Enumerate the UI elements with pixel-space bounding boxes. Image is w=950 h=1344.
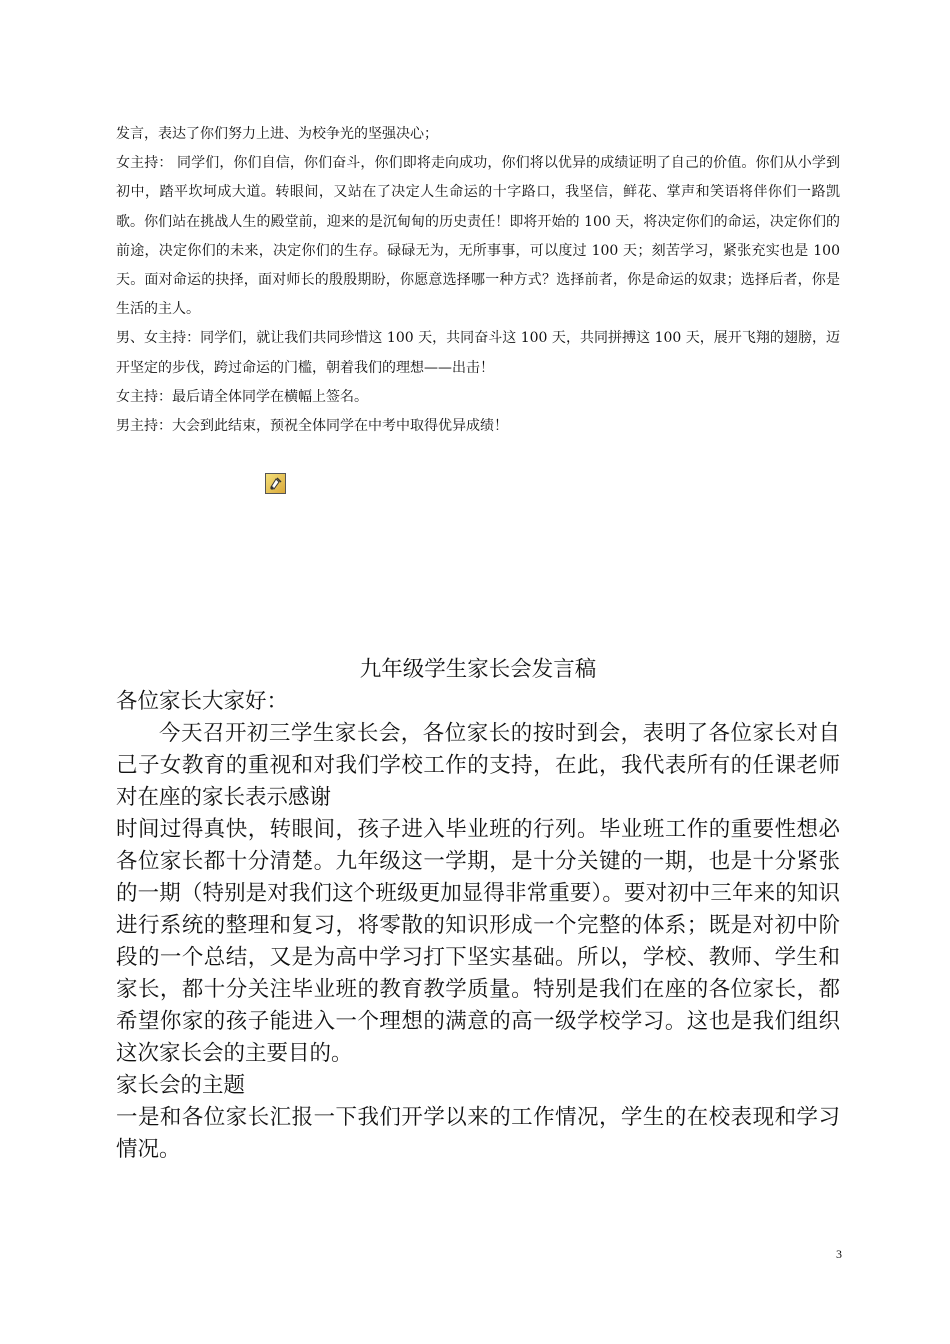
parent-meeting-speech [116, 654, 840, 1166]
page-title: 九年级学生家长会发言稿 [359, 657, 597, 682]
paragraph: 男、女主持：同学们，就让我们共同珍惜这 100 天，共同奋斗这 100 天，共同拼搏这 100 天，展开飞翔的翅膀，迈开坚定的步伐，跨过命运的门槛，朝着我们的理想——出击！ [116, 330, 840, 376]
paragraph: 时间过得真快，转眼间，孩子进入毕业班的行列。毕业班工作的重要性想必各位家长都十分清楚。九年级这一学期，是十分关键的一期，也是十分紧张的一期（特别是对我们这个班级更加显得非常重要）。要对初中三年来的知识进行系统的整理和复习，将零散的知识形成一个完整的体系；既是对初中阶段的一个总结，又是为高中学习打下坚实基础。所以，学校、教师、学生和家长，都十分关注毕业班的教育教学质量。特别是我们在座的各位家长，都希望你家的孩子能进入一个理想的满意的高一级学校学习。这也是我们组织这次家长会的主要目的。 [116, 817, 840, 1066]
paragraph: 发言，表达了你们努力上进、为校争光的坚强决心； [116, 126, 438, 142]
rally-speech-ending [116, 120, 840, 441]
paragraph: 今天召开初三学生家长会，各位家长的按时到会，表明了各位家长对自己子女教育的重视和对我们学校工作的支持，在此，我代表所有的任课老师对在座的家长表示感谢 [116, 721, 840, 810]
page-number: 3 [836, 1247, 842, 1261]
paragraph: 女主持： 同学们，你们自信，你们奋斗，你们即将走向成功，你们将以优异的成绩证明了自己的价值。你们从小学到初中，踏平坎坷成大道。转眼间，又站在了决定人生命运的十字路口，我坚信，鲜花、掌声和笑语将伴你们一路凯歌。你们站在挑战人生的殿堂前，迎来的是沉甸甸的历史责任！即将开始的 100 天，将决定你们的命运，决定你们的前途，决定你们的未来，决定你们的生存。碌碌无为，无所事事，可以度过 100 天；刻苦学习，紧张充实也是 100 天。面对命运的抉择，面对师长的殷殷期盼，你愿意选择哪一种方式？选择前者，你是命运的奴隶；选择后者，你是生活的主人。 [116, 155, 840, 318]
greeting: 各位家长大家好： [116, 689, 289, 714]
paragraph: 女主持：最后请全体同学在横幅上签名。 [116, 388, 368, 405]
embedded-object-icon[interactable] [265, 473, 286, 494]
paragraph: 一是和各位家长汇报一下我们开学以来的工作情况，学生的在校表现和学习情况。 [116, 1105, 840, 1162]
embedded-object-glyph [266, 474, 285, 493]
section-heading: 家长会的主题 [116, 1073, 246, 1098]
paragraph: 男主持：大会到此结束，预祝全体同学在中考中取得优异成绩！ [116, 418, 508, 435]
